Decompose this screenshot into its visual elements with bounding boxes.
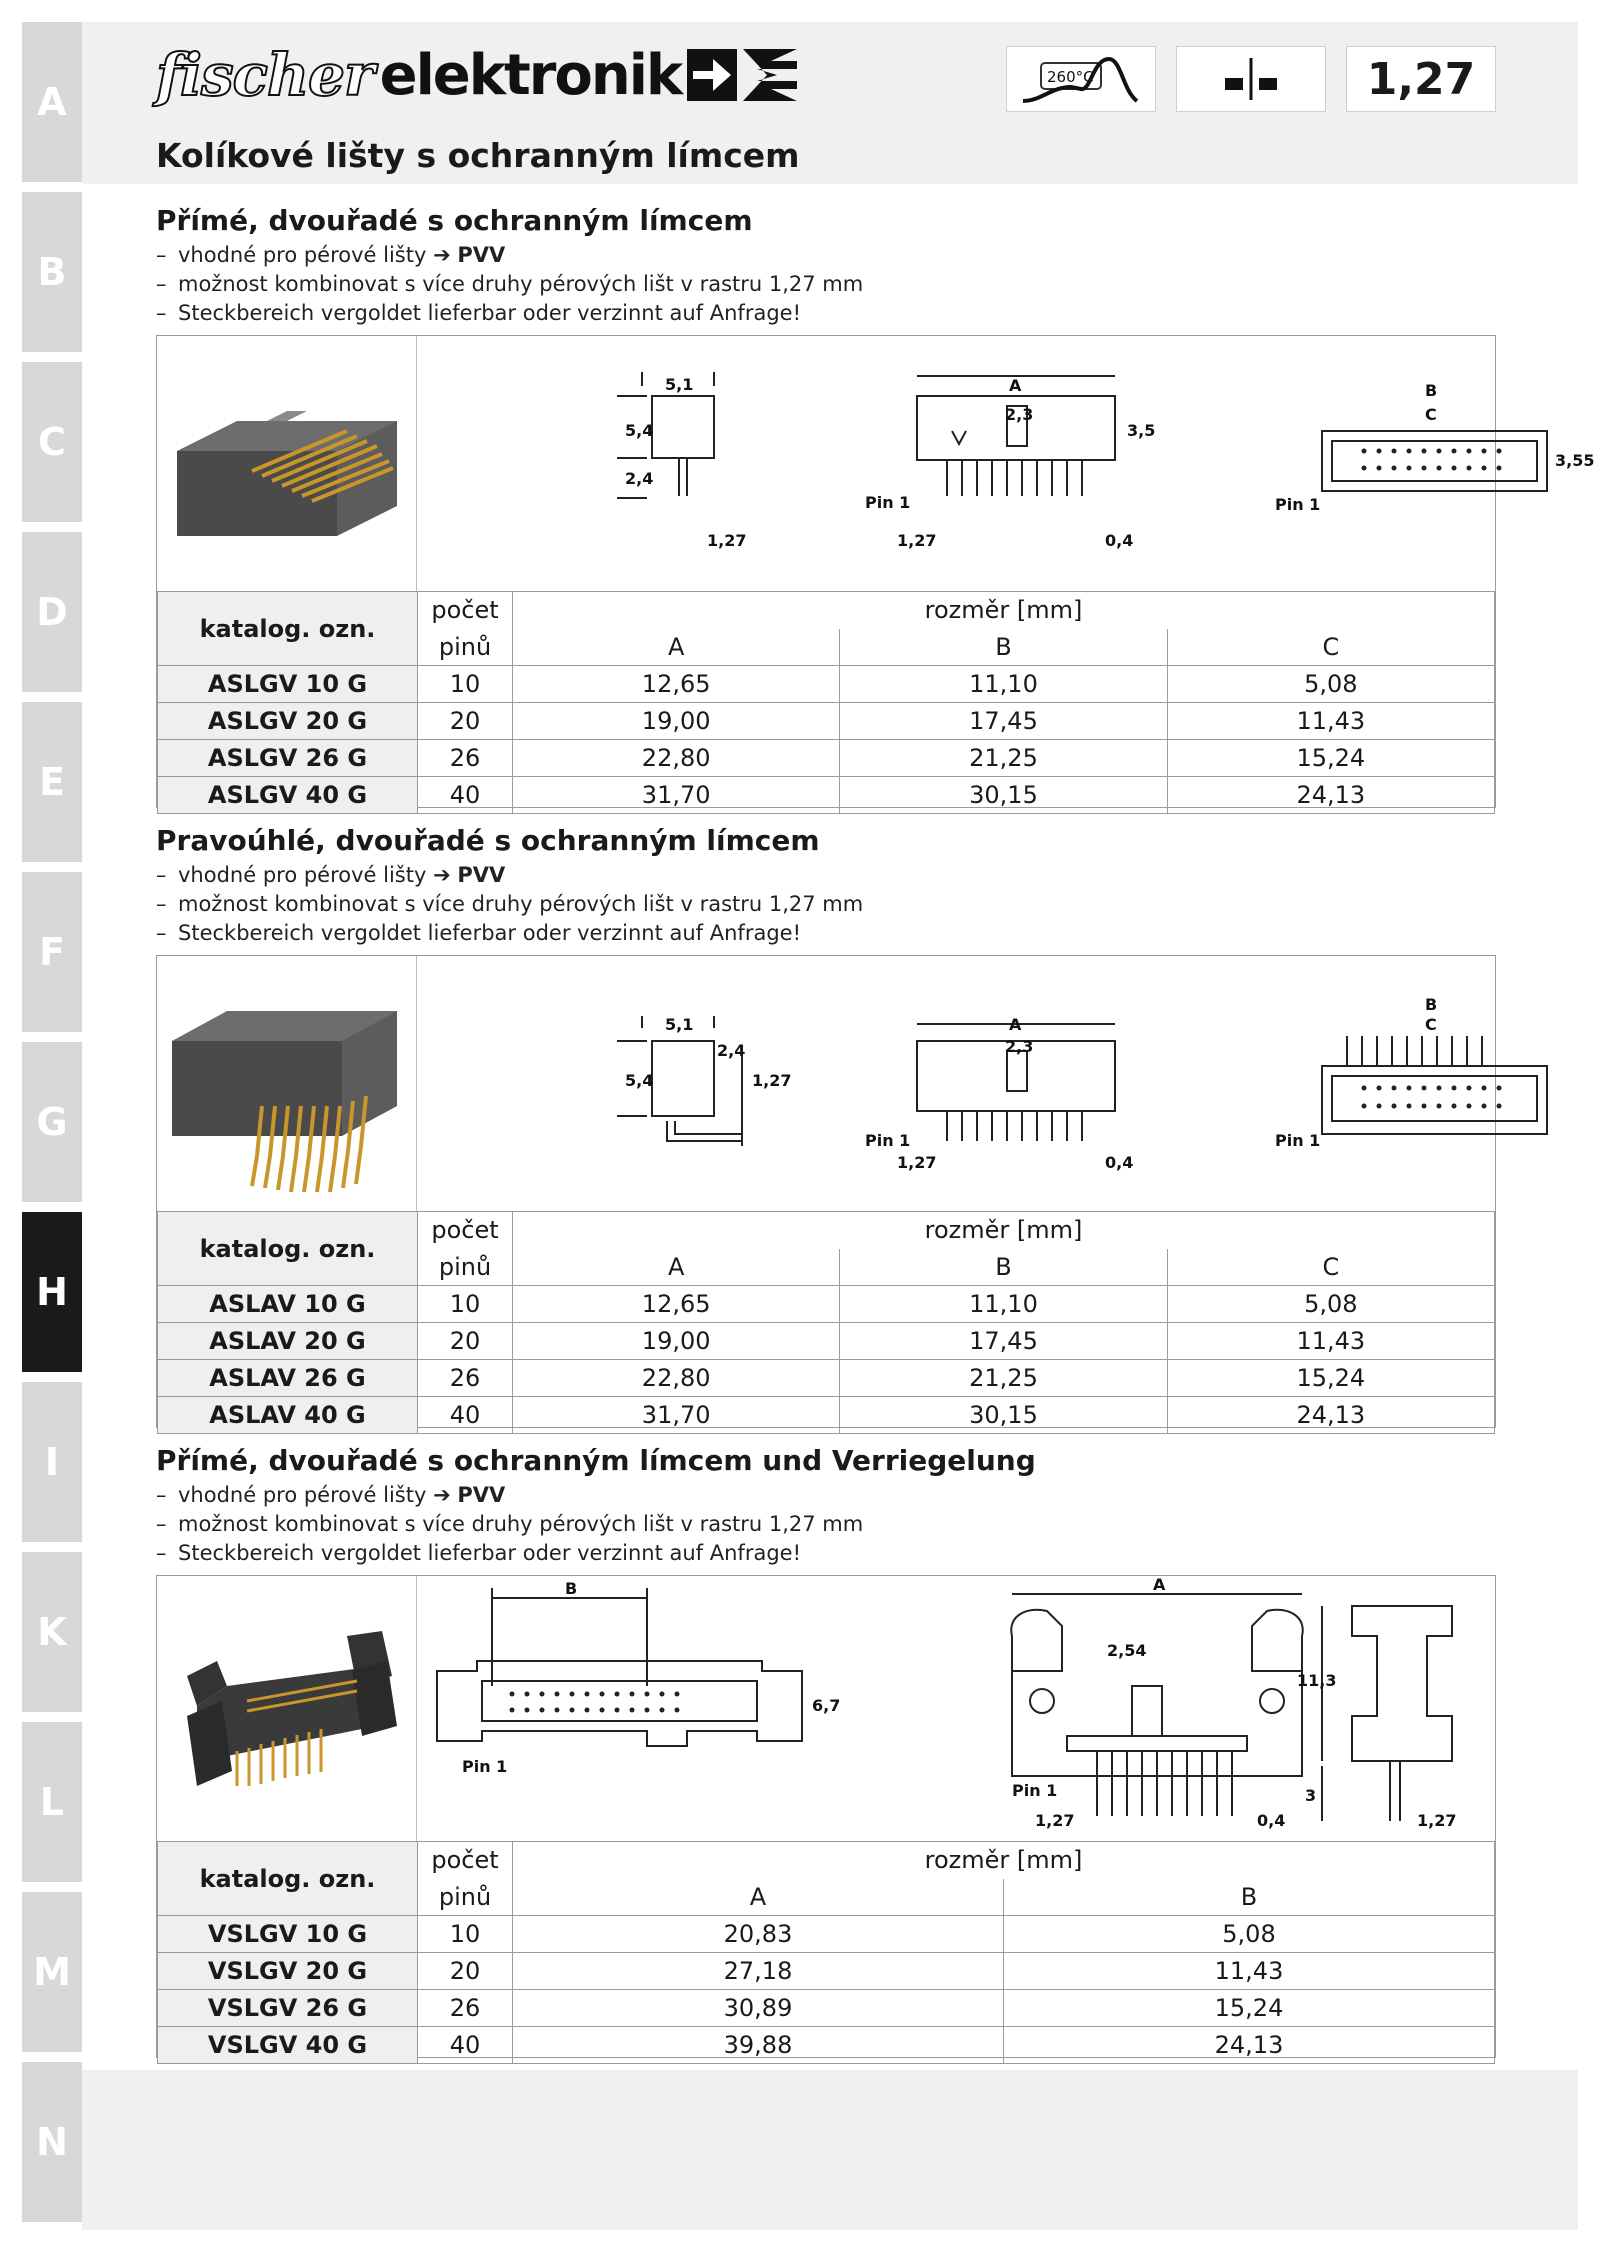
panel-latch	[156, 1575, 1496, 2058]
svg-text:260°C: 260°C	[1047, 68, 1094, 86]
dim-a: A	[513, 629, 840, 666]
svg-text:1,27: 1,27	[897, 1153, 937, 1172]
smd-pin-icon	[1211, 54, 1291, 104]
svg-text:1,27: 1,27	[1417, 1811, 1457, 1830]
bullet-list	[156, 1481, 1496, 1568]
tab-e[interactable]: E	[22, 702, 82, 862]
svg-text:B: B	[1425, 995, 1438, 1014]
bullet-item: – Steckbereich vergoldet lieferbar oder verzinnt auf Anfrage!	[156, 921, 801, 945]
section-title: Pravoúhlé, dvouřadé s ochranným límcem	[156, 824, 820, 857]
reflow-profile-icon	[1011, 51, 1151, 107]
col-header-name: katalog. ozn.	[158, 592, 418, 666]
svg-text:Pin 1: Pin 1	[1275, 1131, 1321, 1150]
page-title: Kolíkové lišty s ochranným límcem	[156, 136, 800, 175]
technical-drawing	[417, 336, 1595, 591]
svg-text:Pin 1: Pin 1	[1275, 495, 1321, 514]
svg-text:0,4: 0,4	[1105, 531, 1134, 550]
spec-table: katalog. ozn. počet rozměr [mm] pinů A B C ASLAV 10 G 10 12,65 11,10 5,08 ASLAV 20 G 20 19,00 17,45 11,43 ASLAV 26 G 26 22,80 21,25 15,24 ASLAV 40 G 40 31,70 30,15 24,13	[157, 1211, 1495, 1434]
svg-text:A: A	[1009, 376, 1022, 395]
dim-a: A	[513, 1879, 1004, 1916]
bullet-item: – vhodné pro pérové lišty ➔ PVV	[156, 863, 506, 887]
box-header-photo	[157, 336, 416, 591]
table-row: ASLAV 20 G 20 19,00 17,45 11,43	[158, 1323, 1495, 1360]
bullet-list	[156, 861, 1496, 948]
tab-g[interactable]: G	[22, 1042, 82, 1202]
dim-c: C	[1167, 629, 1494, 666]
dim-c: C	[1167, 1249, 1494, 1286]
svg-text:2,3: 2,3	[1005, 405, 1034, 424]
svg-text:5,1: 5,1	[665, 1015, 694, 1034]
product-photo	[157, 336, 417, 591]
svg-text:2,54: 2,54	[1107, 1641, 1147, 1660]
solder-temp-badge	[1006, 46, 1156, 112]
col-header-pins: počet	[418, 1842, 513, 1879]
table-row: ASLGV 26 G 26 22,80 21,25 15,24	[158, 740, 1495, 777]
bullet-item: – Steckbereich vergoldet lieferbar oder verzinnt auf Anfrage!	[156, 301, 801, 325]
col-header-name: katalog. ozn.	[158, 1842, 418, 1916]
svg-text:5,4: 5,4	[625, 421, 654, 440]
dim-b: B	[840, 629, 1167, 666]
technical-drawing	[417, 1576, 1497, 1841]
svg-text:3,55: 3,55	[1555, 451, 1595, 470]
bullet-item: – vhodné pro pérové lišty ➔ PVV	[156, 243, 506, 267]
svg-text:1,27: 1,27	[707, 531, 747, 550]
table-row: ASLGV 20 G 20 19,00 17,45 11,43	[158, 703, 1495, 740]
bullet-item: – Steckbereich vergoldet lieferbar oder verzinnt auf Anfrage!	[156, 1541, 801, 1565]
section-straight	[156, 204, 1496, 328]
svg-text:2,3: 2,3	[1005, 1037, 1034, 1056]
dim-b: B	[840, 1249, 1167, 1286]
tab-i[interactable]: I	[22, 1382, 82, 1542]
svg-text:3,5: 3,5	[1127, 421, 1156, 440]
svg-text:Pin 1: Pin 1	[1012, 1781, 1058, 1800]
table-row: ASLGV 10 G 10 12,65 11,10 5,08	[158, 666, 1495, 703]
dim-a: A	[513, 1249, 840, 1286]
tab-d[interactable]: D	[22, 532, 82, 692]
svg-text:Pin 1: Pin 1	[865, 493, 911, 512]
bullet-item: – vhodné pro pérové lišty ➔ PVV	[156, 1483, 506, 1507]
col-header-dim: rozměr [mm]	[513, 1212, 1495, 1249]
table-row: ASLGV 40 G 40 31,70 30,15 24,13	[158, 777, 1495, 814]
tab-k[interactable]: K	[22, 1552, 82, 1712]
section-title: Přímé, dvouřadé s ochranným límcem	[156, 204, 753, 237]
svg-text:1,27: 1,27	[752, 1071, 792, 1090]
svg-text:C: C	[1425, 405, 1437, 424]
bullet-item: – možnost kombinovat s více druhy pérových lišt v rastru 1,27 mm	[156, 892, 864, 916]
svg-text:3: 3	[1305, 1786, 1317, 1805]
table-row: VSLGV 10 G 10 20,83 5,08	[158, 1916, 1495, 1953]
svg-text:A: A	[1009, 1015, 1022, 1034]
tab-b[interactable]: B	[22, 192, 82, 352]
spec-table: katalog. ozn. počet rozměr [mm] pinů A B VSLGV 10 G 10 20,83 5,08 VSLGV 20 G 20 27,18 11,43 VSLGV 26 G 26 30,89 15,24 VSLGV 40 G 40 39,88 24,13	[157, 1841, 1495, 2064]
smd-badge	[1176, 46, 1326, 112]
svg-text:Pin 1: Pin 1	[462, 1757, 508, 1776]
table-row: ASLAV 26 G 26 22,80 21,25 15,24	[158, 1360, 1495, 1397]
table-row: VSLGV 26 G 26 30,89 15,24	[158, 1990, 1495, 2027]
svg-text:2,4: 2,4	[625, 469, 654, 488]
col-header-dim: rozměr [mm]	[513, 592, 1495, 629]
section-right-angle	[156, 824, 1496, 948]
col-header-dim: rozměr [mm]	[513, 1842, 1495, 1879]
table-row: VSLGV 20 G 20 27,18 11,43	[158, 1953, 1495, 1990]
table-row: ASLAV 40 G 40 31,70 30,15 24,13	[158, 1397, 1495, 1434]
svg-text:11,3: 11,3	[1297, 1671, 1337, 1690]
svg-text:B: B	[565, 1579, 578, 1598]
bullet-item: – možnost kombinovat s více druhy pérových lišt v rastru 1,27 mm	[156, 272, 864, 296]
product-photo	[157, 956, 417, 1211]
col-header-pins: počet	[418, 1212, 513, 1249]
svg-text:Pin 1: Pin 1	[865, 1131, 911, 1150]
table-row: ASLAV 10 G 10 12,65 11,10 5,08	[158, 1286, 1495, 1323]
product-photo	[157, 1576, 417, 1841]
tab-n[interactable]: N	[22, 2062, 82, 2222]
panel-right-angle	[156, 955, 1496, 1428]
footer-band	[82, 2070, 1578, 2230]
latch-header-photo	[157, 1576, 416, 1841]
col-header-pins: počet	[418, 592, 513, 629]
svg-text:A: A	[1153, 1575, 1166, 1594]
tab-l[interactable]: L	[22, 1722, 82, 1882]
tab-c[interactable]: C	[22, 362, 82, 522]
tab-f[interactable]: F	[22, 872, 82, 1032]
pitch-badge: 1,27	[1346, 46, 1496, 112]
svg-text:2,4: 2,4	[717, 1041, 746, 1060]
svg-text:6,7: 6,7	[812, 1696, 841, 1715]
svg-text:5,1: 5,1	[665, 375, 694, 394]
logo-arrow-icon	[687, 47, 797, 103]
dimension-drawing	[417, 336, 1595, 591]
angled-header-photo	[157, 956, 416, 1211]
svg-text:1,27: 1,27	[897, 531, 937, 550]
technical-drawing	[417, 956, 1497, 1211]
bullet-list	[156, 241, 1496, 328]
svg-text:C: C	[1425, 1015, 1437, 1034]
svg-text:1,27: 1,27	[1035, 1811, 1075, 1830]
tab-m[interactable]: M	[22, 1892, 82, 2052]
section-title: Přímé, dvouřadé s ochranným límcem und Verriegelung	[156, 1444, 1036, 1477]
tab-a[interactable]: A	[22, 22, 82, 182]
spec-table: katalog. ozn. počet rozměr [mm] pinů A B C ASLGV 10 G 10 12,65 11,10 5,08 ASLGV 20 G 20 19,00 17,45 11,43 ASLGV 26 G 26 22,80 21,25 15,24 ASLGV 40 G 40 31,70 30,15 24,13	[157, 591, 1495, 814]
dimension-drawing	[417, 956, 1497, 1211]
dimension-drawing	[417, 1576, 1497, 1841]
svg-text:B: B	[1425, 381, 1438, 400]
panel-straight	[156, 335, 1595, 809]
section-latch	[156, 1444, 1496, 1568]
brand-logo: fischer elektronik	[156, 40, 797, 110]
tab-h[interactable]: H	[22, 1212, 82, 1372]
dim-b: B	[1004, 1879, 1495, 1916]
bullet-item: – možnost kombinovat s více druhy pérových lišt v rastru 1,27 mm	[156, 1512, 864, 1536]
svg-text:0,4: 0,4	[1105, 1153, 1134, 1172]
svg-text:5,4: 5,4	[625, 1071, 654, 1090]
col-header-name: katalog. ozn.	[158, 1212, 418, 1286]
svg-text:0,4: 0,4	[1257, 1811, 1286, 1830]
table-row: VSLGV 40 G 40 39,88 24,13	[158, 2027, 1495, 2064]
